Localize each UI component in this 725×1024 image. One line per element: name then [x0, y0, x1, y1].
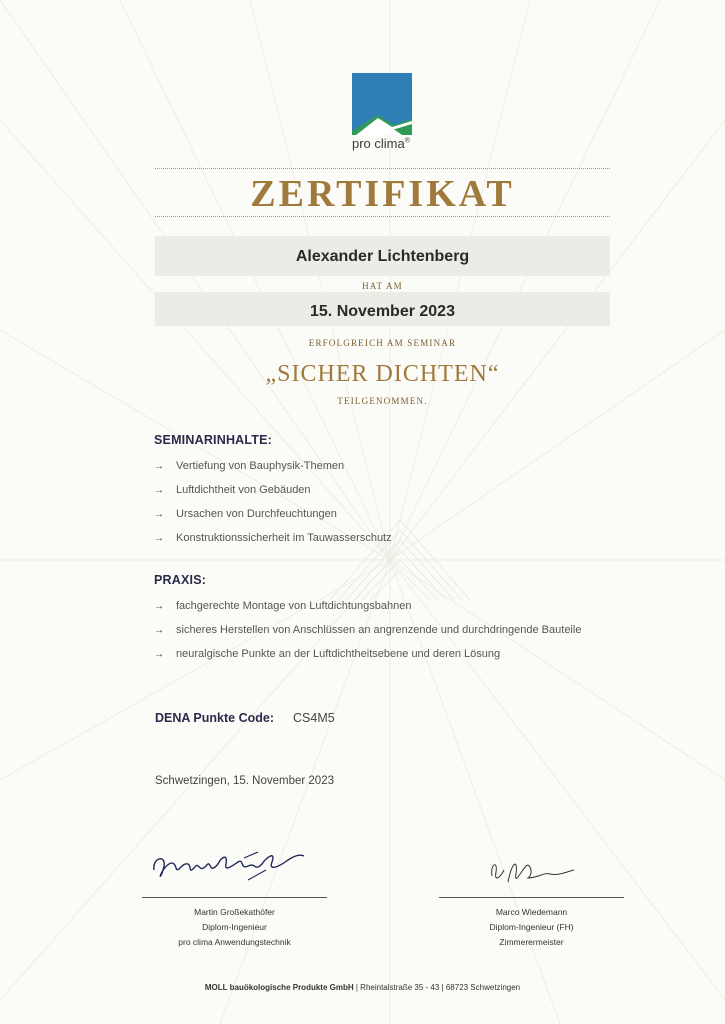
signature-line-right — [439, 897, 624, 898]
arrow-icon: → — [154, 460, 164, 472]
list-item: → Konstruktionssicherheit im Tauwasserschutz — [154, 532, 392, 544]
signer-left: Martin Großekathöfer Diplom-Ingenieur pro clima Anwendungstechnik — [178, 907, 291, 947]
praxis-heading: PRAXIS: — [154, 573, 207, 587]
seminar-date: 15. November 2023 — [310, 303, 455, 320]
place-date: Schwetzingen, 15. November 2023 — [155, 775, 334, 787]
signature-right — [488, 852, 578, 892]
certificate-title: ZERTIFIKAT — [250, 173, 515, 215]
teilgenommen-text: TEILGENOMMEN. — [337, 396, 428, 406]
list-item: → sicheres Herstellen von Anschlüssen an angrenzende und durchdringende Bauteile — [154, 624, 582, 636]
list-item: → Vertiefung von Bauphysik-Themen — [154, 460, 345, 472]
pro-clima-logo — [352, 73, 412, 135]
seminarinhalte-list — [154, 454, 392, 550]
footer: MOLL bauökologische Produkte GmbH | Rheintalstraße 35 - 43 | 68723 Schwetzingen — [204, 983, 521, 992]
signature-line-left — [142, 897, 327, 898]
erfolgreich-text: ERFOLGREICH AM SEMINAR — [308, 338, 457, 348]
divider-bottom — [155, 216, 610, 217]
dena-label: DENA Punkte Code: — [155, 711, 274, 725]
arrow-icon: → — [154, 532, 164, 544]
arrow-icon: → — [154, 624, 164, 636]
recipient-name: Alexander Lichtenberg — [295, 248, 470, 265]
divider-top — [155, 168, 610, 169]
list-item: → Luftdichtheit von Gebäuden — [154, 484, 311, 496]
list-item: → fachgerechte Montage von Luftdichtungsbahnen — [154, 600, 412, 612]
praxis-list — [154, 594, 581, 666]
arrow-icon: → — [154, 600, 164, 612]
arrow-icon: → — [154, 508, 164, 520]
list-item: → Ursachen von Durchfeuchtungen — [154, 508, 337, 520]
signer-right: Marco Wiedemann Diplom-Ingenieur (FH) Zimmerermeister — [489, 907, 574, 947]
seminar-title: „SICHER DICHTEN“ — [265, 361, 500, 387]
dena-code: CS4M5 — [293, 711, 335, 725]
list-item: → neuralgische Punkte an der Luftdichtheitsebene und deren Lösung — [154, 648, 501, 660]
seminarinhalte-heading: SEMINARINHALTE: — [154, 433, 273, 447]
arrow-icon: → — [154, 648, 164, 660]
hat-am-text: HAT AM — [362, 281, 403, 291]
logo-wordmark: pro clima® — [352, 136, 410, 151]
signature-left — [148, 840, 308, 890]
arrow-icon: → — [154, 484, 164, 496]
